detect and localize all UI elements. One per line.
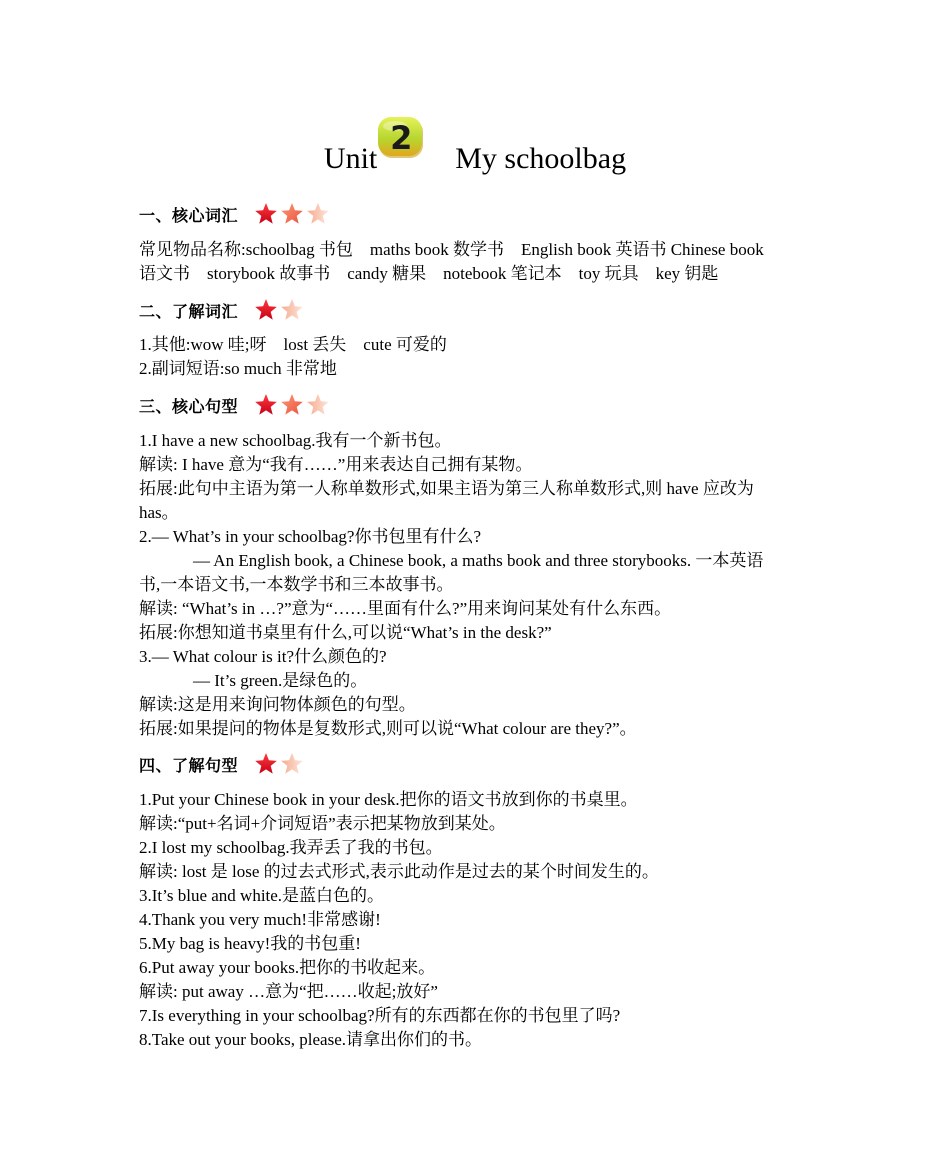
section-heading-extra-vocab xyxy=(139,295,304,325)
sentence-line: 拓展:你想知道书桌里有什么,可以说“What’s in the desk?” xyxy=(139,623,552,642)
section-title: 一、核心词汇 xyxy=(139,205,239,225)
section-title: 三、核心句型 xyxy=(139,396,239,416)
unit-number: 2 xyxy=(390,119,413,157)
vocab-line: 语文书 storybook 故事书 candy 糖果 notebook 笔记本 toy 玩具 key 钥匙 xyxy=(139,264,719,283)
star-medium-icon xyxy=(280,393,304,417)
star-faded-icon xyxy=(280,752,304,776)
sentence-line: 4.Thank you very much!非常感谢! xyxy=(139,910,381,929)
vocab-line: 1.其他:wow 哇;呀 lost 丢失 cute 可爱的 xyxy=(139,335,447,354)
vocab-line: 2.副词短语:so much 非常地 xyxy=(139,359,337,378)
sentence-line: 1.Put your Chinese book in your desk.把你的语文书放到你的书桌里。 xyxy=(139,790,638,809)
rating-stars xyxy=(254,752,304,776)
sentence-line: 拓展:此句中主语为第一人称单数形式,如果主语为第三人称单数形式,则 have 应改为 xyxy=(139,479,754,498)
core-sentences xyxy=(139,429,819,741)
extra-sentences xyxy=(139,788,819,1052)
star-full-icon xyxy=(254,202,278,226)
star-faded-icon xyxy=(306,202,330,226)
section-heading-core-vocab xyxy=(139,199,330,229)
core-vocabulary xyxy=(139,238,819,286)
sentence-line: has。 xyxy=(139,503,179,522)
star-full-icon xyxy=(254,298,278,322)
sentence-line: 解读:这是用来询问物体颜色的句型。 xyxy=(139,695,416,714)
star-full-icon xyxy=(254,393,278,417)
sentence-line: 1.I have a new schoolbag.我有一个新书包。 xyxy=(139,431,452,450)
sentence-line: 拓展:如果提问的物体是复数形式,则可以说“What colour are they?”。 xyxy=(139,719,637,738)
sentence-line: 2.— What’s in your schoolbag?你书包里有什么? xyxy=(139,527,482,546)
sentence-line: — An English book, a Chinese book, a maths book and three storybooks. 一本英语 xyxy=(193,551,764,570)
sentence-line: 8.Take out your books, please.请拿出你们的书。 xyxy=(139,1030,483,1049)
page-title xyxy=(139,116,811,189)
section-heading-extra-sentences xyxy=(139,749,304,779)
section-heading-core-sentences xyxy=(139,390,330,420)
sentence-line: 书,一本语文书,一本数学书和三本故事书。 xyxy=(139,575,454,594)
section-title: 二、了解词汇 xyxy=(139,301,239,321)
vocab-line: 常见物品名称:schoolbag 书包 maths book 数学书 English book 英语书 Chinese book xyxy=(139,240,764,259)
sentence-line: 解读: “What’s in …?”意为“……里面有什么?”用来询问某处有什么东西。 xyxy=(139,599,672,618)
sentence-line: 6.Put away your books.把你的书收起来。 xyxy=(139,958,436,977)
sentence-line: 3.— What colour is it?什么颜色的? xyxy=(139,647,387,666)
sentence-line: 2.I lost my schoolbag.我弄丢了我的书包。 xyxy=(139,838,443,857)
section-title: 四、了解句型 xyxy=(139,755,239,775)
unit-word: Unit xyxy=(323,142,378,175)
star-full-icon xyxy=(254,752,278,776)
unit-number-badge xyxy=(377,116,425,160)
rating-stars xyxy=(254,202,330,226)
sentence-line: 3.It’s blue and white.是蓝白色的。 xyxy=(139,886,385,905)
sentence-line: 解读: put away …意为“把……收起;放好” xyxy=(139,982,438,1001)
sentence-line: 解读:“put+名词+介词短语”表示把某物放到某处。 xyxy=(139,814,506,833)
star-medium-icon xyxy=(280,202,304,226)
sentence-line: 解读: I have 意为“我有……”用来表达自己拥有某物。 xyxy=(139,455,533,474)
sentence-line: — It’s green.是绿色的。 xyxy=(193,671,368,690)
sentence-line: 解读: lost 是 lose 的过去式形式,表示此动作是过去的某个时间发生的。 xyxy=(139,862,659,881)
star-faded-icon xyxy=(306,393,330,417)
sentence-line: 5.My bag is heavy!我的书包重! xyxy=(139,934,361,953)
star-faded-icon xyxy=(280,298,304,322)
unit-name: My schoolbag xyxy=(455,142,627,175)
rating-stars xyxy=(254,298,304,322)
extra-vocabulary xyxy=(139,333,819,381)
rating-stars xyxy=(254,393,330,417)
sentence-line: 7.Is everything in your schoolbag?所有的东西都在你的书包里了吗? xyxy=(139,1006,621,1025)
